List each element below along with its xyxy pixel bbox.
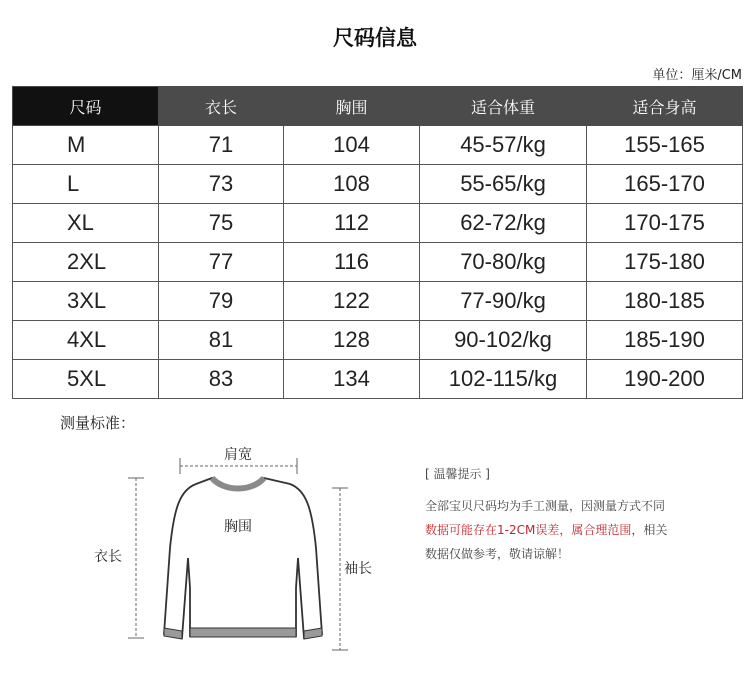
header-chest: 胸围 [284,87,420,126]
table-row [13,282,743,321]
cell-height: 185-190 [587,321,743,360]
cell-height: 175-180 [587,243,743,282]
table-row [13,126,743,165]
tips-line-3: 数据仅做参考，敬请谅解！ [425,547,570,561]
header-weight: 适合体重 [420,87,587,126]
cell-size: 2XL [13,243,159,282]
table-row [13,165,743,204]
tips-box [425,462,725,566]
cell-length: 73 [159,165,284,204]
cell-chest: 134 [284,360,420,399]
cell-chest: 112 [284,204,420,243]
cell-length: 77 [159,243,284,282]
shoulder-label: 肩宽 [224,447,252,463]
cell-chest: 122 [284,282,420,321]
length-label: 衣长 [94,549,122,565]
sleeve-label: 袖长 [344,561,372,577]
table-row [13,321,743,360]
header-size: 尺码 [13,87,159,126]
cell-size: M [13,126,159,165]
cell-height: 170-175 [587,204,743,243]
cell-weight: 70-80/kg [420,243,587,282]
cell-size: XL [13,204,159,243]
unit-label: 单位：厘米/CM [652,68,742,83]
cell-height: 180-185 [587,282,743,321]
cell-length: 71 [159,126,284,165]
cell-height: 155-165 [587,126,743,165]
header-height: 适合身高 [587,87,743,126]
tips-warning-text: 数据可能存在1-2CM误差，属合理范围 [425,523,632,537]
header-length: 衣长 [159,87,284,126]
cell-chest: 104 [284,126,420,165]
cell-weight: 90-102/kg [420,321,587,360]
measure-title: 测量标准： [60,414,136,432]
cell-weight: 55-65/kg [420,165,587,204]
tips-line-2 [425,518,725,542]
cell-chest: 128 [284,321,420,360]
table-row [13,204,743,243]
tips-line-1: 全部宝贝尺码均为手工测量，因测量方式不同 [425,499,666,513]
cell-weight: 62-72/kg [420,204,587,243]
cell-weight: 102-115/kg [420,360,587,399]
cell-size: 4XL [13,321,159,360]
sweater-diagram [90,438,390,658]
table-row [13,360,743,399]
cell-length: 75 [159,204,284,243]
cell-height: 165-170 [587,165,743,204]
size-table [12,86,743,399]
table-row [13,243,743,282]
cell-length: 83 [159,360,284,399]
tips-line-2-rest: ，相关 [631,523,668,537]
cell-size: L [13,165,159,204]
cell-weight: 45-57/kg [420,126,587,165]
cell-size: 5XL [13,360,159,399]
cell-size: 3XL [13,282,159,321]
cell-weight: 77-90/kg [420,282,587,321]
cell-length: 81 [159,321,284,360]
cell-height: 190-200 [587,360,743,399]
cell-chest: 116 [284,243,420,282]
chest-label: 胸围 [224,519,252,535]
page-title: 尺码信息 [333,26,417,50]
cell-chest: 108 [284,165,420,204]
table-header-row [13,87,743,126]
sweater-icon [90,438,390,658]
cell-length: 79 [159,282,284,321]
tips-heading: [ 温馨提示 ] [425,467,490,481]
